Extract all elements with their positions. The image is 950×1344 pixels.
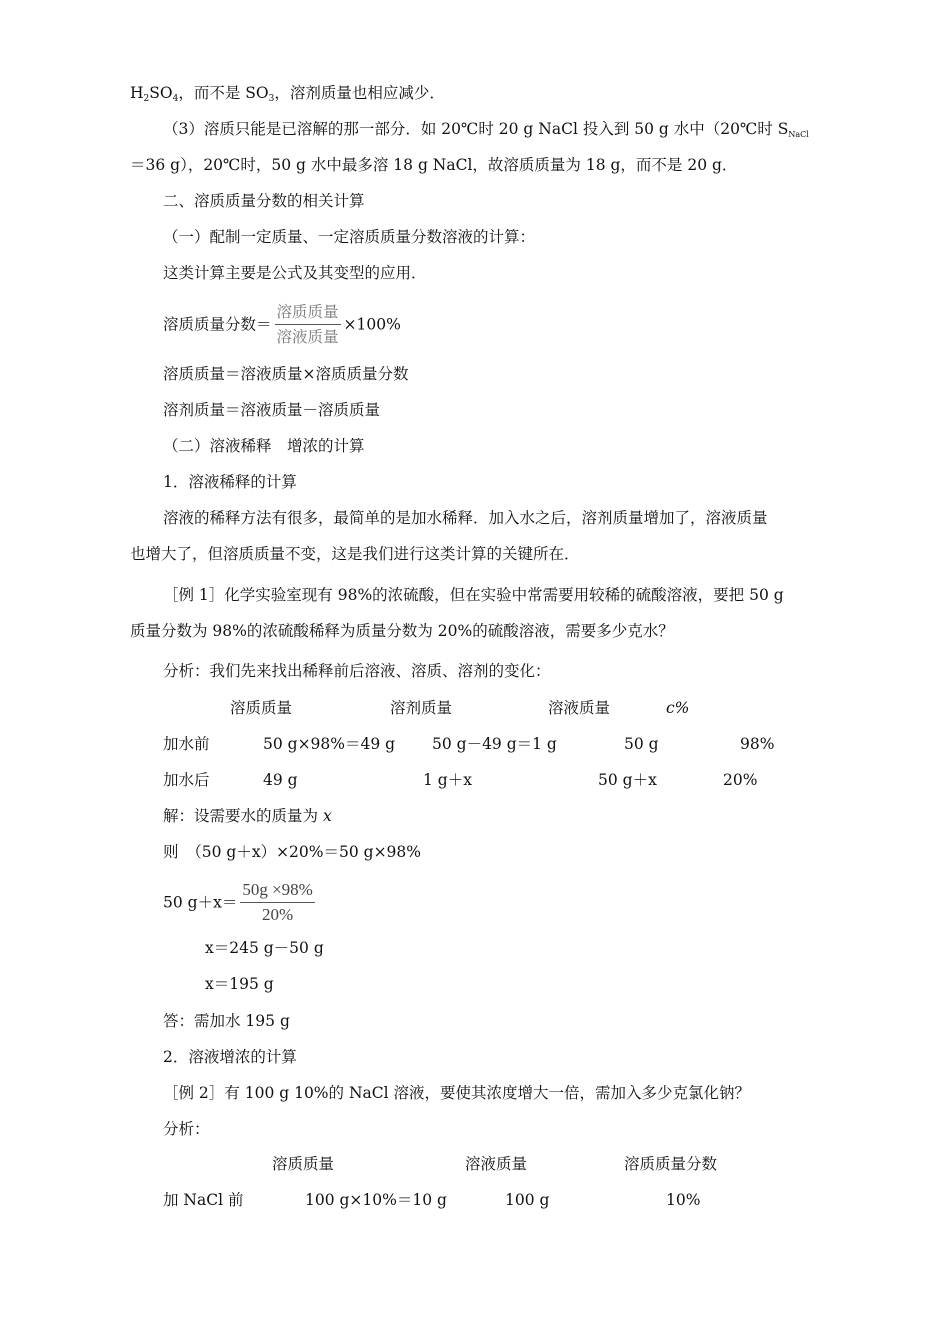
subscript: NaCl bbox=[788, 130, 809, 139]
section-heading: 二、溶质质量分数的相关计算 bbox=[163, 192, 365, 210]
table-cell: 1 g＋x bbox=[423, 771, 472, 789]
text-line: 分析：我们先来找出稀释前后溶液、溶质、溶剂的变化： bbox=[163, 662, 551, 680]
fraction-numerator: 溶质质量 bbox=[275, 302, 341, 325]
table-cell: 加水后 bbox=[163, 771, 210, 789]
table-cell: 50 g bbox=[624, 735, 659, 753]
variable: x bbox=[322, 807, 332, 825]
table-cell: 加水前 bbox=[163, 735, 210, 753]
text: ，溶剂质量也相应减少． bbox=[274, 84, 445, 102]
text: H bbox=[130, 84, 144, 102]
table-cell: 50 g－49 g＝1 g bbox=[432, 735, 557, 753]
text-line bbox=[163, 119, 809, 145]
text-line: 分析： bbox=[163, 1120, 210, 1138]
text-line bbox=[163, 806, 332, 826]
equation-line: x＝245 g－50 g bbox=[205, 939, 324, 957]
table-header: 溶液质量 bbox=[548, 699, 611, 717]
formula-suffix: ×100% bbox=[343, 315, 401, 334]
formula-line bbox=[163, 302, 401, 347]
subsection-heading: 2．溶液增浓的计算 bbox=[163, 1048, 297, 1066]
subsection-heading: 1．溶液稀释的计算 bbox=[163, 473, 297, 491]
formula-prefix: 溶质质量分数＝ bbox=[163, 315, 272, 334]
answer-line: 答：需加水 195 g bbox=[163, 1012, 290, 1030]
text-line bbox=[130, 83, 445, 109]
table-cell: 100 g×10%＝10 g bbox=[305, 1191, 447, 1209]
equation-line bbox=[163, 880, 318, 925]
subsection-heading: （一）配制一定质量、一定溶质质量分数溶液的计算： bbox=[163, 228, 536, 246]
table-cell: 100 g bbox=[505, 1191, 550, 1209]
formula-line: 溶质质量＝溶液质量×溶质质量分数 bbox=[163, 365, 409, 383]
table-header: 溶质质量分数 bbox=[624, 1155, 718, 1173]
table-header: 溶质质量 bbox=[230, 699, 293, 717]
subscript: 3 bbox=[268, 94, 275, 104]
text-line: 这类计算主要是公式及其变型的应用． bbox=[163, 264, 427, 282]
text: （3）溶质只能是已溶解的那一部分．如 20℃时 20 g NaCl 投入到 50 g 水中（20℃时 S bbox=[163, 120, 789, 138]
text: SO bbox=[149, 84, 173, 102]
equation-line: x＝195 g bbox=[205, 975, 274, 993]
text-line: ＝36 g），20℃时，50 g 水中最多溶 18 g NaCl，故溶质质量为 18 g，而不是 20 g． bbox=[130, 156, 738, 174]
fraction bbox=[240, 880, 315, 925]
table-cell: 加 NaCl 前 bbox=[163, 1191, 244, 1209]
text-line: 溶液的稀释方法有很多，最简单的是加水稀释．加入水之后，溶剂质量增加了，溶液质量 bbox=[163, 509, 768, 527]
table-cell: 10% bbox=[666, 1191, 701, 1209]
table-header: 溶剂质量 bbox=[390, 699, 453, 717]
fraction-numerator: 50g ×98% bbox=[240, 880, 315, 903]
example-line: 质量分数为 98%的浓硫酸稀释为质量分数为 20%的硫酸溶液，需要多少克水？ bbox=[130, 622, 674, 640]
table-cell: 20% bbox=[723, 771, 758, 789]
fraction-denominator: 20% bbox=[261, 905, 294, 924]
table-cell: 98% bbox=[740, 735, 775, 753]
text: ，而不是 SO bbox=[178, 84, 269, 102]
equation-prefix: 50 g＋x＝ bbox=[163, 893, 238, 912]
text: 解：设需要水的质量为 bbox=[163, 807, 323, 825]
formula-line: 溶剂质量＝溶液质量－溶质质量 bbox=[163, 401, 381, 419]
table-header: 溶液质量 bbox=[465, 1155, 528, 1173]
table-header: 溶质质量 bbox=[272, 1155, 335, 1173]
subscript: 4 bbox=[172, 94, 179, 104]
table-header: c% bbox=[666, 699, 690, 717]
fraction-denominator: 溶液质量 bbox=[276, 328, 339, 346]
table-cell: 50 g×98%＝49 g bbox=[263, 735, 396, 753]
subsection-heading: （二）溶液稀释 增浓的计算 bbox=[163, 437, 365, 455]
example-line: ［例 1］化学实验室现有 98%的浓硫酸，但在实验中常需要用较稀的硫酸溶液，要把 50 g bbox=[163, 586, 784, 604]
subscript: 2 bbox=[143, 94, 150, 104]
equation-line: 则 （50 g＋x）×20%＝50 g×98% bbox=[163, 843, 422, 861]
text-line: 也增大了，但溶质质量不变，这是我们进行这类计算的关键所在． bbox=[130, 545, 580, 563]
table-cell: 50 g＋x bbox=[598, 771, 657, 789]
table-cell: 49 g bbox=[263, 771, 298, 789]
fraction bbox=[275, 302, 341, 347]
example-line: ［例 2］有 100 g 10%的 NaCl 溶液，要使其浓度增大一倍，需加入多少克氯化钠？ bbox=[163, 1084, 751, 1102]
